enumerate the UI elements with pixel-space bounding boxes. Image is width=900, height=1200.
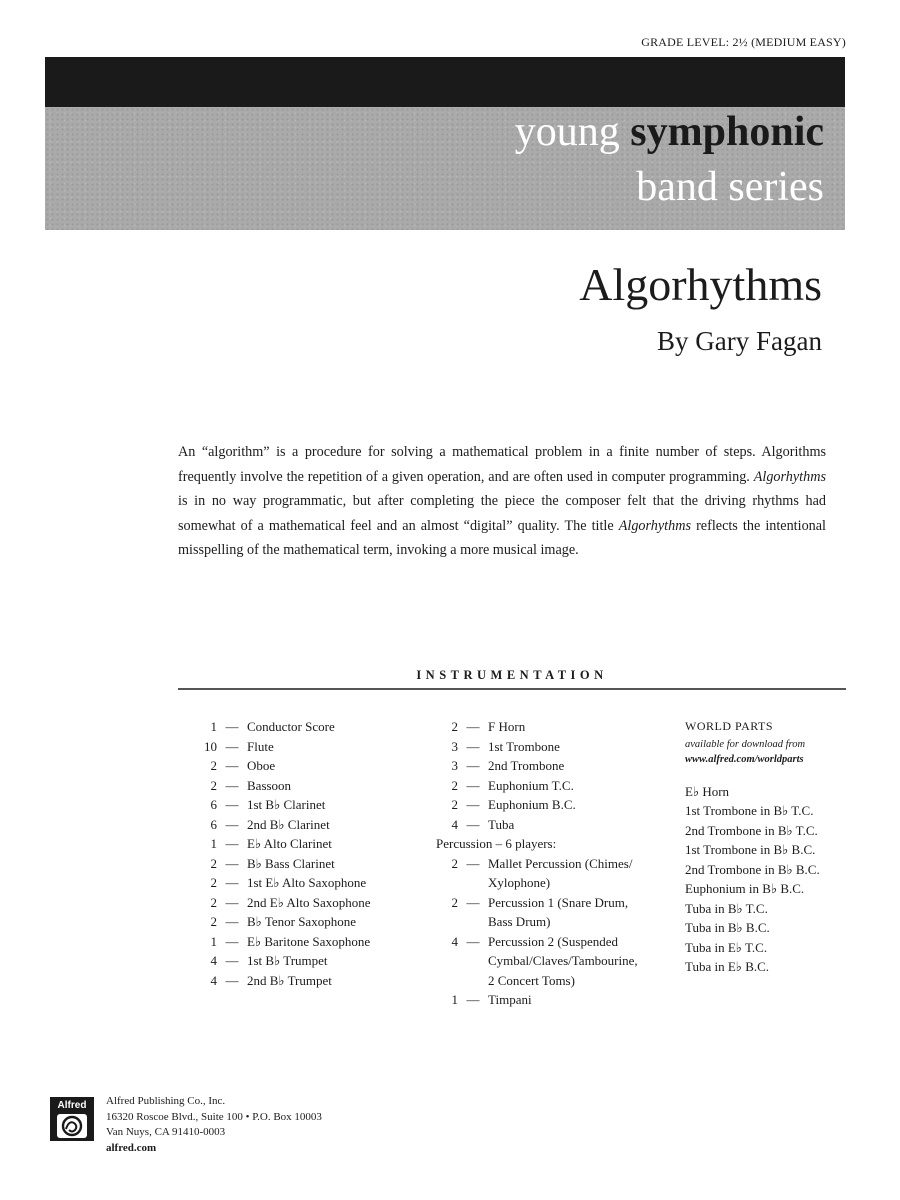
instrument-qty: 4	[210, 953, 217, 968]
instrument-name: Euphonium T.C.	[488, 777, 574, 793]
instrument-qty: 2	[451, 855, 458, 871]
instrument-dash: —	[225, 836, 239, 851]
world-part-item: E♭ Horn	[685, 783, 730, 799]
instrument-dash: —	[225, 855, 239, 871]
instrument-dash: —	[466, 894, 480, 910]
instrument-qty: 6	[210, 797, 217, 812]
publisher-address-1: 16320 Roscoe Blvd., Suite 100 • P.O. Box 10003	[106, 1110, 322, 1123]
instrument-name: 1st Trombone	[488, 738, 560, 754]
instrument-row	[436, 795, 651, 815]
instrument-name: Oboe	[247, 758, 276, 773]
world-part-item: 1st Trombone in B♭ B.C.	[685, 842, 816, 857]
instrument-row	[436, 737, 651, 757]
world-parts-availability: available for download from	[685, 738, 806, 750]
desc-part-3: reflects the intentional misspelling of the mathematical term, invoking a more musical image.	[178, 517, 826, 558]
instrument-dash: —	[225, 875, 239, 890]
percussion-label: Percussion – 6 players:	[436, 836, 557, 851]
publisher-address-2: Van Nuys, CA 91410-0003	[106, 1126, 226, 1138]
instrument-row	[195, 737, 425, 757]
instrument-dash: —	[225, 738, 239, 754]
world-part-item: 2nd Trombone in B♭ T.C.	[685, 822, 818, 838]
instrument-row	[195, 717, 425, 737]
instrument-dash: —	[225, 894, 239, 910]
alfred-logo	[50, 1097, 94, 1141]
instrument-qty: 2	[210, 875, 217, 890]
world-part-item: 1st Trombone in B♭ T.C.	[685, 803, 814, 818]
instrument-row-mallet	[436, 854, 651, 874]
world-part-item: Tuba in E♭ T.C.	[685, 939, 768, 955]
alfred-logo-text: Alfred	[57, 1100, 87, 1111]
instrument-name: Tuba	[488, 816, 515, 832]
instrument-dash: —	[225, 797, 239, 812]
instrument-name: 1st B♭ Clarinet	[247, 797, 326, 812]
publisher-name: Alfred Publishing Co., Inc.	[106, 1095, 226, 1107]
instrument-dash: —	[225, 972, 239, 988]
world-parts-column	[685, 717, 855, 977]
instrument-row	[195, 815, 425, 835]
instrument-name: Mallet Percussion (Chimes/	[488, 855, 633, 871]
instrument-qty: 6	[210, 816, 217, 832]
instrument-name: B♭ Bass Clarinet	[247, 855, 335, 871]
instrument-row	[195, 971, 425, 991]
alfred-logo-mark-icon	[57, 1114, 87, 1138]
instrument-row	[195, 834, 425, 854]
instrument-qty: 2	[210, 914, 217, 929]
instrument-qty: 1	[210, 836, 217, 851]
instrument-dash: —	[225, 953, 239, 968]
instrument-name-continued: Xylophone)	[488, 875, 551, 890]
desc-part-1: An “algorithm” is a procedure for solving a mathematical problem in a finite number of steps. Algorithms frequently involve the repetition of a given operation, and are often used in computer programming.	[178, 444, 826, 485]
publisher-url[interactable]: alfred.com	[106, 1141, 157, 1154]
instrument-name: Euphonium B.C.	[488, 797, 576, 812]
instrument-row	[195, 795, 425, 815]
instrument-name-continued: 2 Concert Toms)	[488, 972, 575, 988]
instrument-row	[436, 756, 651, 776]
world-part-item: Tuba in E♭ B.C.	[685, 959, 770, 974]
header-banner-black	[45, 57, 845, 107]
instrument-dash: —	[225, 914, 239, 929]
instrument-row	[436, 815, 651, 835]
instrument-dash: —	[225, 816, 239, 832]
instrument-qty: 4	[210, 972, 217, 988]
instrument-name: B♭ Tenor Saxophone	[247, 914, 356, 929]
instrument-name: Conductor Score	[247, 719, 335, 734]
instrument-row	[195, 932, 425, 952]
instrument-name: Bassoon	[247, 777, 292, 793]
instrument-dash: —	[466, 797, 480, 812]
instrument-qty: 2	[451, 797, 458, 812]
instrument-qty: 2	[210, 758, 217, 773]
desc-italic-title-1: Algorhythms	[753, 468, 826, 485]
instrument-name: Percussion 2 (Suspended	[488, 933, 618, 949]
instrument-column-1	[195, 717, 425, 990]
instrument-row	[195, 756, 425, 776]
instrument-dash: —	[466, 777, 480, 793]
description-paragraph	[178, 440, 826, 563]
instrument-row	[195, 854, 425, 874]
instrument-row-timpani	[436, 990, 651, 1010]
publisher-info	[106, 1094, 322, 1156]
instrument-name: 2nd B♭ Trumpet	[247, 972, 332, 988]
instrument-dash: —	[466, 816, 480, 832]
instrument-row-perc2	[436, 932, 651, 952]
instrument-qty: 2	[210, 777, 217, 793]
composer: By Gary Fagan	[657, 326, 822, 356]
world-part-item: Euphonium in B♭ B.C.	[685, 881, 805, 896]
instrument-name: 1st E♭ Alto Saxophone	[247, 875, 367, 890]
instrument-qty: 4	[451, 816, 458, 832]
instrument-row-perc1	[436, 893, 651, 913]
world-part-item: Tuba in B♭ B.C.	[685, 920, 770, 935]
instrument-qty: 2	[451, 777, 458, 793]
instrument-name: 2nd B♭ Clarinet	[247, 816, 330, 832]
instrument-name: F Horn	[488, 719, 526, 734]
instrument-row	[195, 893, 425, 913]
instrument-name: 2nd Trombone	[488, 758, 565, 773]
instrument-dash: —	[225, 933, 239, 949]
instrument-qty: 2	[210, 855, 217, 871]
instrument-name: 1st B♭ Trumpet	[247, 953, 328, 968]
instrument-name: Percussion 1 (Snare Drum,	[488, 894, 629, 910]
instrument-qty: 10	[204, 738, 217, 754]
instrument-name: E♭ Alto Clarinet	[247, 836, 332, 851]
series-title-line1	[515, 108, 824, 156]
instrument-qty: 1	[210, 719, 217, 734]
instrument-name: 2nd E♭ Alto Saxophone	[247, 894, 371, 910]
instrument-qty: 3	[451, 758, 458, 773]
instrument-column-2	[436, 717, 651, 1010]
instrument-dash: —	[466, 738, 480, 754]
instrument-dash: —	[466, 758, 480, 773]
instrument-row	[436, 776, 651, 796]
instrument-qty: 4	[451, 933, 458, 949]
world-parts-url: www.alfred.com/worldparts	[685, 753, 804, 765]
instrument-row	[195, 912, 425, 932]
instrumentation-divider	[178, 688, 846, 690]
instrument-dash: —	[466, 933, 480, 949]
instrument-name: E♭ Baritone Saxophone	[247, 933, 371, 949]
world-parts-heading: WORLD PARTS	[685, 719, 774, 733]
instrument-dash: —	[466, 855, 480, 871]
instrument-row	[195, 776, 425, 796]
instrument-name-continued: Bass Drum)	[488, 914, 551, 929]
instrument-qty: 2	[451, 894, 458, 910]
instrument-qty: 1	[451, 992, 458, 1007]
instrument-row	[195, 873, 425, 893]
world-part-item: Tuba in B♭ T.C.	[685, 900, 768, 916]
desc-italic-title-2: Algorhythms	[618, 517, 691, 534]
instrument-row	[195, 951, 425, 971]
instrument-name: Timpani	[488, 992, 532, 1007]
instrument-dash: —	[225, 777, 239, 793]
instrument-dash: —	[225, 758, 239, 773]
world-part-item: 2nd Trombone in B♭ B.C.	[685, 861, 820, 877]
instrument-dash: —	[466, 992, 480, 1007]
instrument-name: Flute	[247, 738, 274, 754]
grade-level: GRADE LEVEL: 2½ (MEDIUM EASY)	[641, 35, 846, 49]
series-word-symphonic: symphonic	[630, 109, 824, 155]
instrument-row	[436, 717, 651, 737]
piece-title: Algorhythms	[579, 259, 822, 310]
series-title-line2: band series	[636, 164, 824, 210]
instrument-qty: 1	[210, 933, 217, 949]
instrument-qty: 2	[210, 894, 217, 910]
desc-part-2: is in no way programmatic, but after completing the piece the composer felt that the driving rhythms had somewhat of a mathematical feel and an almost “digital” quality. The title	[178, 493, 826, 534]
instrument-qty: 2	[451, 719, 458, 734]
instrument-name-continued: Cymbal/Claves/Tambourine,	[488, 953, 638, 968]
series-word-young: young	[514, 109, 620, 155]
instrument-qty: 3	[451, 738, 458, 754]
instrumentation-heading: INSTRUMENTATION	[416, 668, 608, 682]
instrument-dash: —	[225, 719, 239, 734]
instrument-dash: —	[466, 719, 480, 734]
